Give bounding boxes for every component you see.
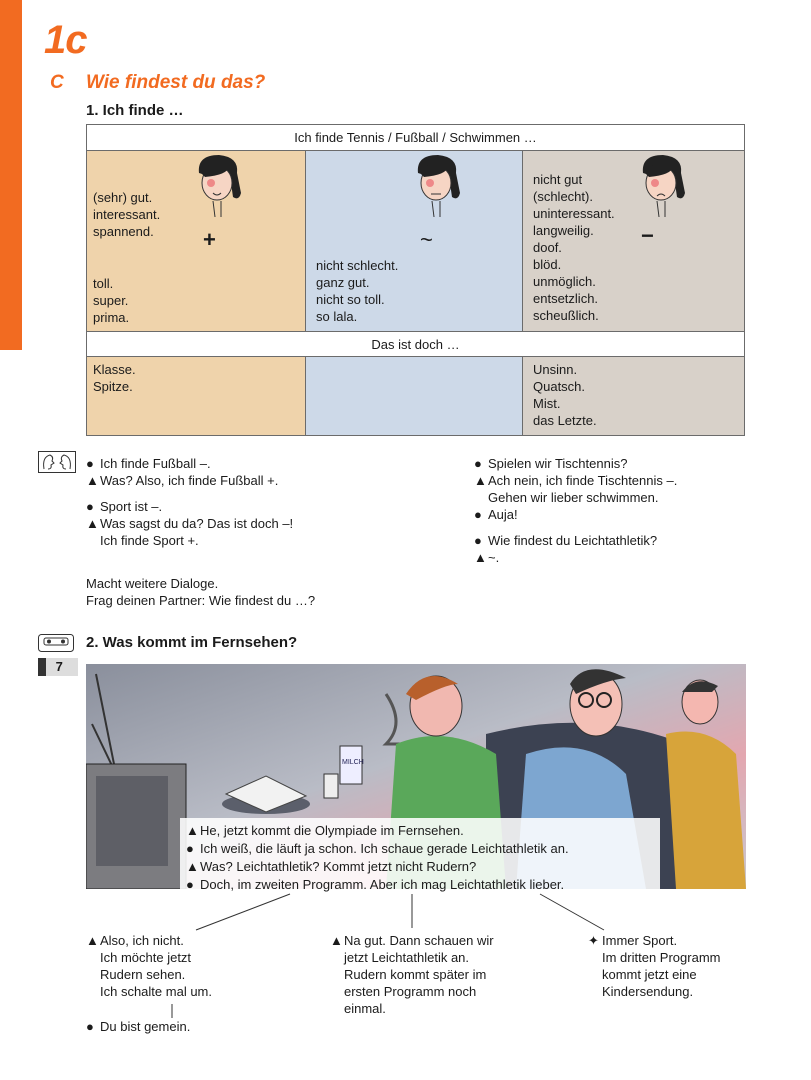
- dialogue-text: Gehen wir lieber schwimmen.: [488, 490, 659, 505]
- minus-item: blöd.: [533, 257, 562, 272]
- neutral-item: so lala.: [316, 309, 358, 324]
- dialogue-text: Ich finde Fußball –.: [100, 456, 211, 471]
- bubble-line: [186, 858, 654, 876]
- answer-left-reply: [86, 1018, 190, 1035]
- exercise1-title: 1. Ich finde …: [86, 102, 184, 119]
- dialogue-text: Was sagst du da? Das ist doch –!: [100, 516, 294, 531]
- milk-label: MILCH: [342, 759, 364, 766]
- minus-item: doof.: [533, 240, 562, 255]
- speaker-marker: ●: [474, 507, 482, 522]
- answer-line: Immer Sport.: [602, 933, 678, 948]
- dialogue-line: [86, 498, 293, 515]
- track-badge-marker: [38, 658, 46, 676]
- row2-minus-item: Mist.: [533, 396, 561, 411]
- speaker-marker: ▲: [330, 933, 343, 948]
- bubble-text: Ich weiß, die läuft ja schon. Ich schaue gerade Leichtathletik an.: [200, 841, 569, 856]
- minus-item: langweilig.: [533, 223, 594, 238]
- speaker-marker: ▲: [474, 550, 487, 565]
- track-number: 7: [55, 659, 63, 674]
- exercise2-title: 2. Was kommt im Fernsehen?: [86, 634, 298, 651]
- speaker-marker: ✦: [588, 933, 599, 948]
- girl-unhappy-icon: [631, 153, 691, 223]
- bubble-line: [186, 822, 654, 840]
- plus-item: toll.: [93, 276, 114, 291]
- plus-item: interessant.: [93, 207, 161, 222]
- dialogue-text: Spielen wir Tischtennis?: [488, 456, 628, 471]
- answer-middle: [330, 932, 494, 1017]
- answer-line: kommt jetzt eine: [602, 967, 697, 982]
- speaker-marker: ▲: [474, 473, 487, 488]
- speaker-marker: ▲: [186, 823, 199, 838]
- neutral-item: nicht so toll.: [316, 292, 385, 307]
- speech-bubble: [180, 818, 660, 894]
- row2-minus-item: Unsinn.: [533, 362, 578, 377]
- answer-line: Na gut. Dann schauen wir: [344, 933, 494, 948]
- minus-item: uninteressant.: [533, 206, 615, 221]
- dialogue-text: Sport ist –.: [100, 499, 163, 514]
- track-badge: [38, 658, 78, 676]
- cell-row2-minus: [523, 357, 744, 435]
- dialogue-text: Ach nein, ich finde Tischtennis –.: [488, 473, 678, 488]
- instruction-line: Frag deinen Partner: Wie findest du …?: [86, 593, 316, 608]
- row2-minus-item: Quatsch.: [533, 379, 586, 394]
- dialogue-line: [474, 455, 677, 472]
- opinion-table: [86, 124, 745, 436]
- dialogue-right: [474, 455, 677, 566]
- minus-item: (schlecht).: [533, 189, 593, 204]
- dialogue-line: [86, 515, 293, 532]
- dialogue-left: [86, 455, 293, 549]
- cell-neutral: [306, 151, 523, 331]
- section-title: Wie findest du das?: [86, 72, 266, 93]
- speaker-marker: ●: [186, 877, 194, 892]
- plus-item: (sehr) gut.: [93, 190, 153, 205]
- dialogue-text: Auja!: [488, 507, 518, 522]
- speaker-marker: ●: [86, 1019, 94, 1034]
- answer-left: [86, 932, 212, 1000]
- neutral-item: ganz gut.: [316, 275, 370, 290]
- cell-plus: [87, 151, 306, 331]
- answer-line: ersten Programm noch: [344, 984, 477, 999]
- dialogue-faces-icon: [38, 451, 76, 473]
- girl-happy-icon: [187, 153, 247, 223]
- dialogue-line: [474, 506, 677, 523]
- speaker-marker: ●: [186, 841, 194, 856]
- speaker-marker: ●: [474, 456, 482, 471]
- plus-item: spannend.: [93, 224, 154, 239]
- dialogue-line: [474, 549, 677, 566]
- dialogue-line: [474, 489, 677, 506]
- dialogue-line: [474, 532, 677, 549]
- neutral-item: nicht schlecht.: [316, 258, 399, 273]
- speaker-marker: ●: [86, 456, 94, 471]
- cell-row2-neutral: [306, 357, 523, 435]
- dialogue-text: ~.: [488, 550, 500, 565]
- neutral-sign: ~: [420, 227, 433, 252]
- cell-row2-plus: [87, 357, 306, 435]
- dialogue-line: [86, 455, 293, 472]
- speaker-marker: ▲: [86, 473, 99, 488]
- answer-line: einmal.: [344, 1001, 386, 1016]
- dialogue-line: [86, 472, 293, 489]
- speaker-marker: ●: [86, 499, 94, 514]
- dialogue-line: [474, 472, 677, 489]
- minus-sign: −: [641, 223, 654, 248]
- instruction-line: Macht weitere Dialoge.: [86, 576, 219, 591]
- bubble-text: He, jetzt kommt die Olympiade im Fernsehen.: [200, 823, 464, 838]
- row2-plus-item: Klasse.: [93, 362, 136, 377]
- speaker-marker: ●: [474, 533, 482, 548]
- row2-header: Das ist doch …: [87, 331, 744, 357]
- answer-line: Kindersendung.: [602, 984, 694, 999]
- bubble-line: [186, 840, 654, 858]
- plus-item: super.: [93, 293, 129, 308]
- orange-side-bar: [0, 0, 22, 350]
- answer-right: [588, 932, 720, 1000]
- table-header: Ich finde Tennis / Fußball / Schwimmen …: [87, 125, 744, 151]
- cassette-icon: [38, 634, 74, 652]
- answer-line: Ich schalte mal um.: [100, 984, 212, 999]
- unit-number: 1c: [44, 18, 87, 62]
- speaker-marker: ▲: [86, 933, 99, 948]
- speaker-marker: ▲: [86, 516, 99, 531]
- answer-line: Rudern sehen.: [100, 967, 186, 982]
- row2-plus-item: Spitze.: [93, 379, 133, 394]
- speaker-marker: ▲: [186, 859, 199, 874]
- answer-line: Also, ich nicht.: [100, 933, 184, 948]
- plus-sign: +: [203, 227, 216, 252]
- section-letter: C: [50, 72, 64, 93]
- dialogue-line: [86, 532, 293, 549]
- answer-line: Im dritten Programm: [602, 950, 721, 965]
- answer-line: jetzt Leichtathletik an.: [344, 950, 470, 965]
- dialogue-text: Ich finde Sport +.: [100, 533, 199, 548]
- minus-item: nicht gut: [533, 172, 583, 187]
- cell-minus: [523, 151, 744, 331]
- bubble-text: Was? Leichtathletik? Kommt jetzt nicht Rudern?: [200, 859, 477, 874]
- dialogue-text: Wie findest du Leichtathletik?: [488, 533, 658, 548]
- answer-line: Rudern kommt später im: [344, 967, 487, 982]
- row2-minus-item: das Letzte.: [533, 413, 597, 428]
- answer-line: Du bist gemein.: [100, 1019, 191, 1034]
- bubble-text: Doch, im zweiten Programm. Aber ich mag Leichtathletik lieber.: [200, 877, 565, 892]
- instructions: [86, 575, 315, 609]
- dialogue-text: Was? Also, ich finde Fußball +.: [100, 473, 279, 488]
- girl-neutral-icon: [406, 153, 466, 223]
- plus-item: prima.: [93, 310, 130, 325]
- minus-item: entsetzlich.: [533, 291, 599, 306]
- answer-line: Ich möchte jetzt: [100, 950, 192, 965]
- minus-item: scheußlich.: [533, 308, 599, 323]
- minus-item: unmöglich.: [533, 274, 596, 289]
